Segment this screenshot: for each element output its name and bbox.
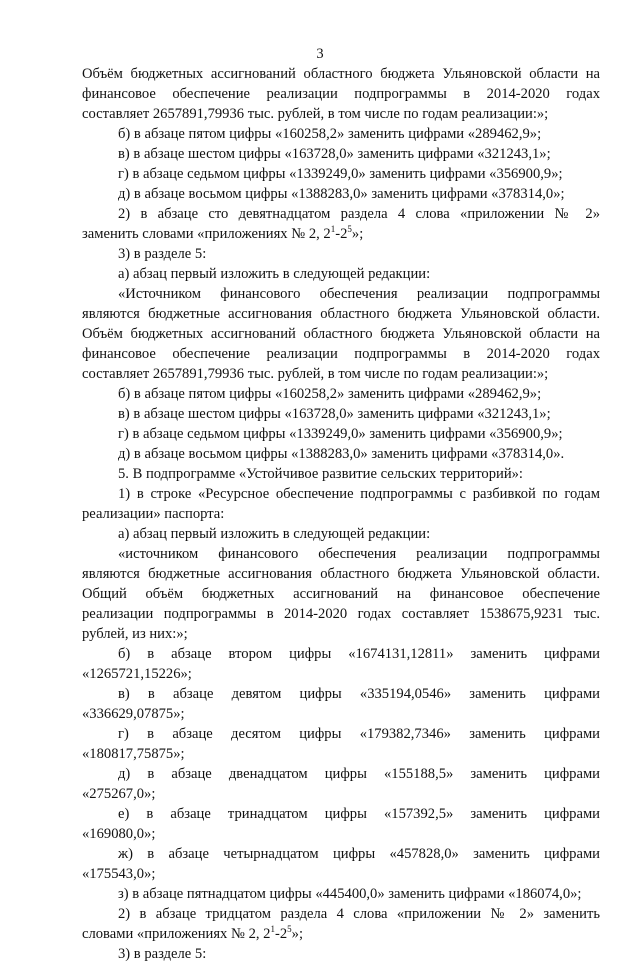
paragraph: в) в абзаце шестом цифры «163728,0» заменить цифрами «321243,1»; (118, 406, 551, 422)
document-body (82, 64, 600, 964)
paragraph-line: финансовое обеспечение реализации подпрограммы в 2014-2020 годах (82, 346, 600, 362)
paragraph-line: «169080,0»; (82, 826, 156, 842)
paragraph-line: заменить словами «приложениях № 2, $2^1-2^5$»; (82, 224, 364, 242)
paragraph: а) абзац первый изложить в следующей редакции: (118, 266, 431, 282)
paragraph-line: являются бюджетные ассигнования областного бюджета Ульяновской области. (82, 306, 600, 322)
paragraph-line: финансовое обеспечение реализации подпрограммы в 2014-2020 годах (82, 86, 600, 102)
paragraph: б) в абзаце пятом цифры «160258,2» заменить цифрами «289462,9»; (118, 126, 542, 142)
paragraph-line: е) в абзаце тринадцатом цифры «157392,5» заменить цифрами (118, 806, 600, 822)
paragraph-line: б) в абзаце втором цифры «1674131,12811» заменить цифрами (118, 646, 600, 662)
paragraph-line: 2) в абзаце сто девятнадцатом раздела 4 слова «приложении № 2» (118, 206, 600, 222)
paragraph-line: Объём бюджетных ассигнований областного бюджета Ульяновской области на (82, 66, 600, 82)
paragraph-line: 1) в строке «Ресурсное обеспечение подпрограммы с разбивкой по годам (118, 486, 600, 502)
paragraph-line: реализации» паспорта: (82, 506, 225, 522)
paragraph: д) в абзаце восьмом цифры «1388283,0» заменить цифрами «378314,0». (118, 446, 565, 462)
paragraph: з) в абзаце пятнадцатом цифры «445400,0» заменить цифрами «186074,0»; (118, 886, 582, 902)
paragraph-line: «275267,0»; (82, 786, 156, 802)
paragraph: г) в абзаце седьмом цифры «1339249,0» заменить цифрами «356900,9»; (118, 166, 563, 182)
paragraph-line: составляет 2657891,79936 тыс. рублей, в том числе по годам реализации:»; (82, 366, 549, 382)
paragraph-line: словами «приложениях № 2, $2^1-2^5$»; (82, 924, 303, 942)
paragraph-line: «180817,75875»; (82, 746, 185, 762)
paragraph-line: «1265721,15226»; (82, 666, 192, 682)
paragraph-line: реализации подпрограммы в 2014-2020 годах составляет 1538675,9231 тыс. (82, 606, 600, 622)
paragraph: 5. В подпрограмме «Устойчивое развитие сельских территорий»: (118, 466, 523, 482)
paragraph-line: «Источником финансового обеспечения реализации подпрограммы (118, 286, 600, 302)
paragraph-line: 2) в абзаце тридцатом раздела 4 слова «приложении № 2» заменить (118, 906, 600, 922)
paragraph: в) в абзаце шестом цифры «163728,0» заменить цифрами «321243,1»; (118, 146, 551, 162)
paragraph-line: ж) в абзаце четырнадцатом цифры «457828,0» заменить цифрами (118, 846, 600, 862)
paragraph-line: составляет 2657891,79936 тыс. рублей, в том числе по годам реализации:»; (82, 106, 549, 122)
page-number: 3 (316, 46, 324, 62)
paragraph-line: «336629,07875»; (82, 706, 185, 722)
paragraph: 3) в разделе 5: (118, 246, 207, 262)
paragraph-line: Объём бюджетных ассигнований областного бюджета Ульяновской области на (82, 326, 600, 342)
paragraph: г) в абзаце седьмом цифры «1339249,0» заменить цифрами «356900,9»; (118, 426, 563, 442)
paragraph-line: «175543,0»; (82, 866, 156, 882)
paragraph: а) абзац первый изложить в следующей редакции: (118, 526, 431, 542)
paragraph-line: г) в абзаце десятом цифры «179382,7346» заменить цифрами (118, 726, 600, 742)
paragraph-line: в) в абзаце девятом цифры «335194,0546» заменить цифрами (118, 686, 600, 702)
paragraph-line: рублей, из них:»; (82, 626, 188, 642)
paragraph: д) в абзаце восьмом цифры «1388283,0» заменить цифрами «378314,0»; (118, 186, 565, 202)
paragraph: б) в абзаце пятом цифры «160258,2» заменить цифрами «289462,9»; (118, 386, 542, 402)
paragraph: 3) в разделе 5: (118, 946, 207, 962)
paragraph-line: «источником финансового обеспечения реализации подпрограммы (118, 546, 600, 562)
paragraph-line: д) в абзаце двенадцатом цифры «155188,5» заменить цифрами (118, 766, 600, 782)
paragraph-line: являются бюджетные ассигнования областного бюджета Ульяновской области. (82, 566, 600, 582)
paragraph-line: Общий объём бюджетных ассигнований на финансовое обеспечение (82, 586, 600, 602)
